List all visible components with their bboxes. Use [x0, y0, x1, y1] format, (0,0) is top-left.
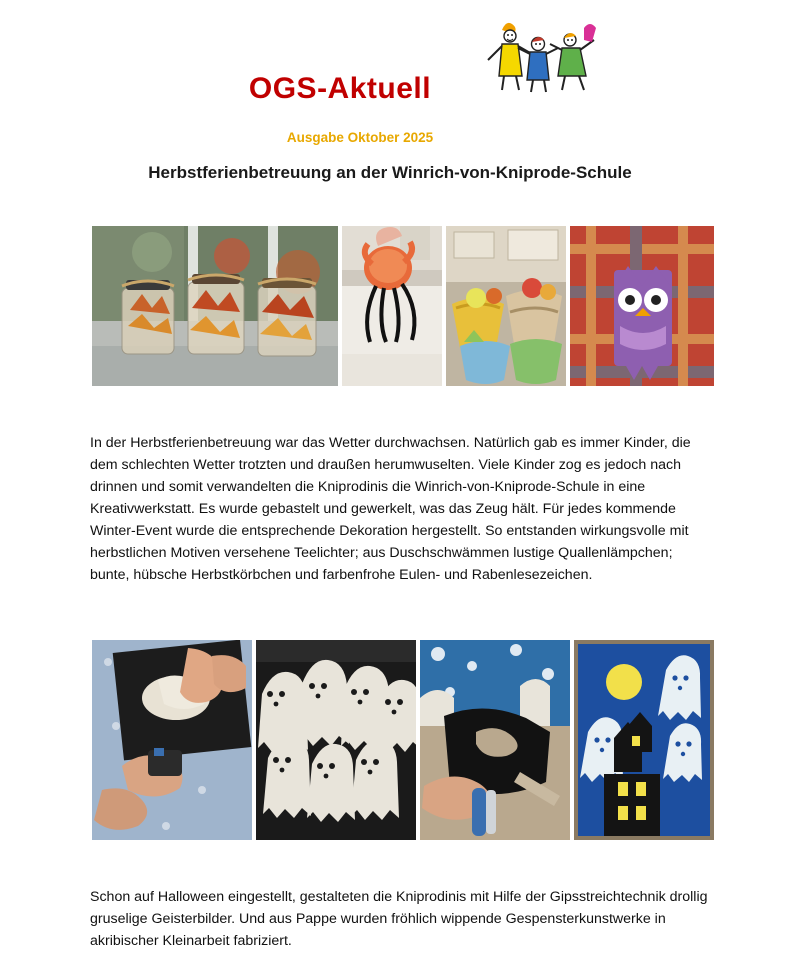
photo-strip-bottom: [92, 640, 714, 840]
paragraph-two: Schon auf Halloween eingestellt, gestalteten die Kniprodinis mit Hilfe der Gipsstreichtechnik drollig gruselige Geisterbilder. Und aus Pappe wurden fröhlich wippende Gespensterkunstwerke in akribischer Kleinarbeit fabriziert.: [90, 889, 708, 949]
paragraph-one: In der Herbstferienbetreuung war das Wetter durchwachsen. Natürlich gab es immer Kinder, die dem schlechten Wetter trotzten und draußen herumwuselten. Viele Kinder zog es jedoch nach drinnen und somit verwandelten die Kniprodinis die Winrich-von-Kniprode-Schule in eine Kreativwerkstatt. Es wurde gebastelt und gewerkelt, was das Zeug hält. Für jedes kommende Winter-Event wurde die entsprechende Dekoration hergestellt. So entstanden wirkungsvolle mit herbstlichen Motiven versehene Teelichter; aus Duschschwämmen lustige Quallenlämpchen; bunte, hübsche Herbstkörbchen und farbenfrohe Eulen- und Rabenlesezeichen.: [90, 435, 691, 583]
page-title: OGS-Aktuell: [248, 72, 432, 105]
subtitle: Herbstferienbetreuung an der Winrich-von-Kniprode-Schule: [148, 163, 632, 182]
photo-autumn-baskets: [446, 226, 566, 386]
photo-plaster-technique-hands: [92, 640, 252, 840]
photo-cardboard-ghost-cutting: [420, 640, 570, 840]
photo-strip-top: [92, 226, 714, 386]
issue-label: Ausgabe Oktober 2025: [286, 130, 434, 145]
photo-autumn-tealight-jars: [92, 226, 338, 386]
photo-jellyfish-sponge-lamp: [342, 226, 442, 386]
photo-owl-bookmark: [570, 226, 714, 386]
photo-ghost-house-artwork: [574, 640, 714, 840]
photo-ghost-pictures-group: [256, 640, 416, 840]
